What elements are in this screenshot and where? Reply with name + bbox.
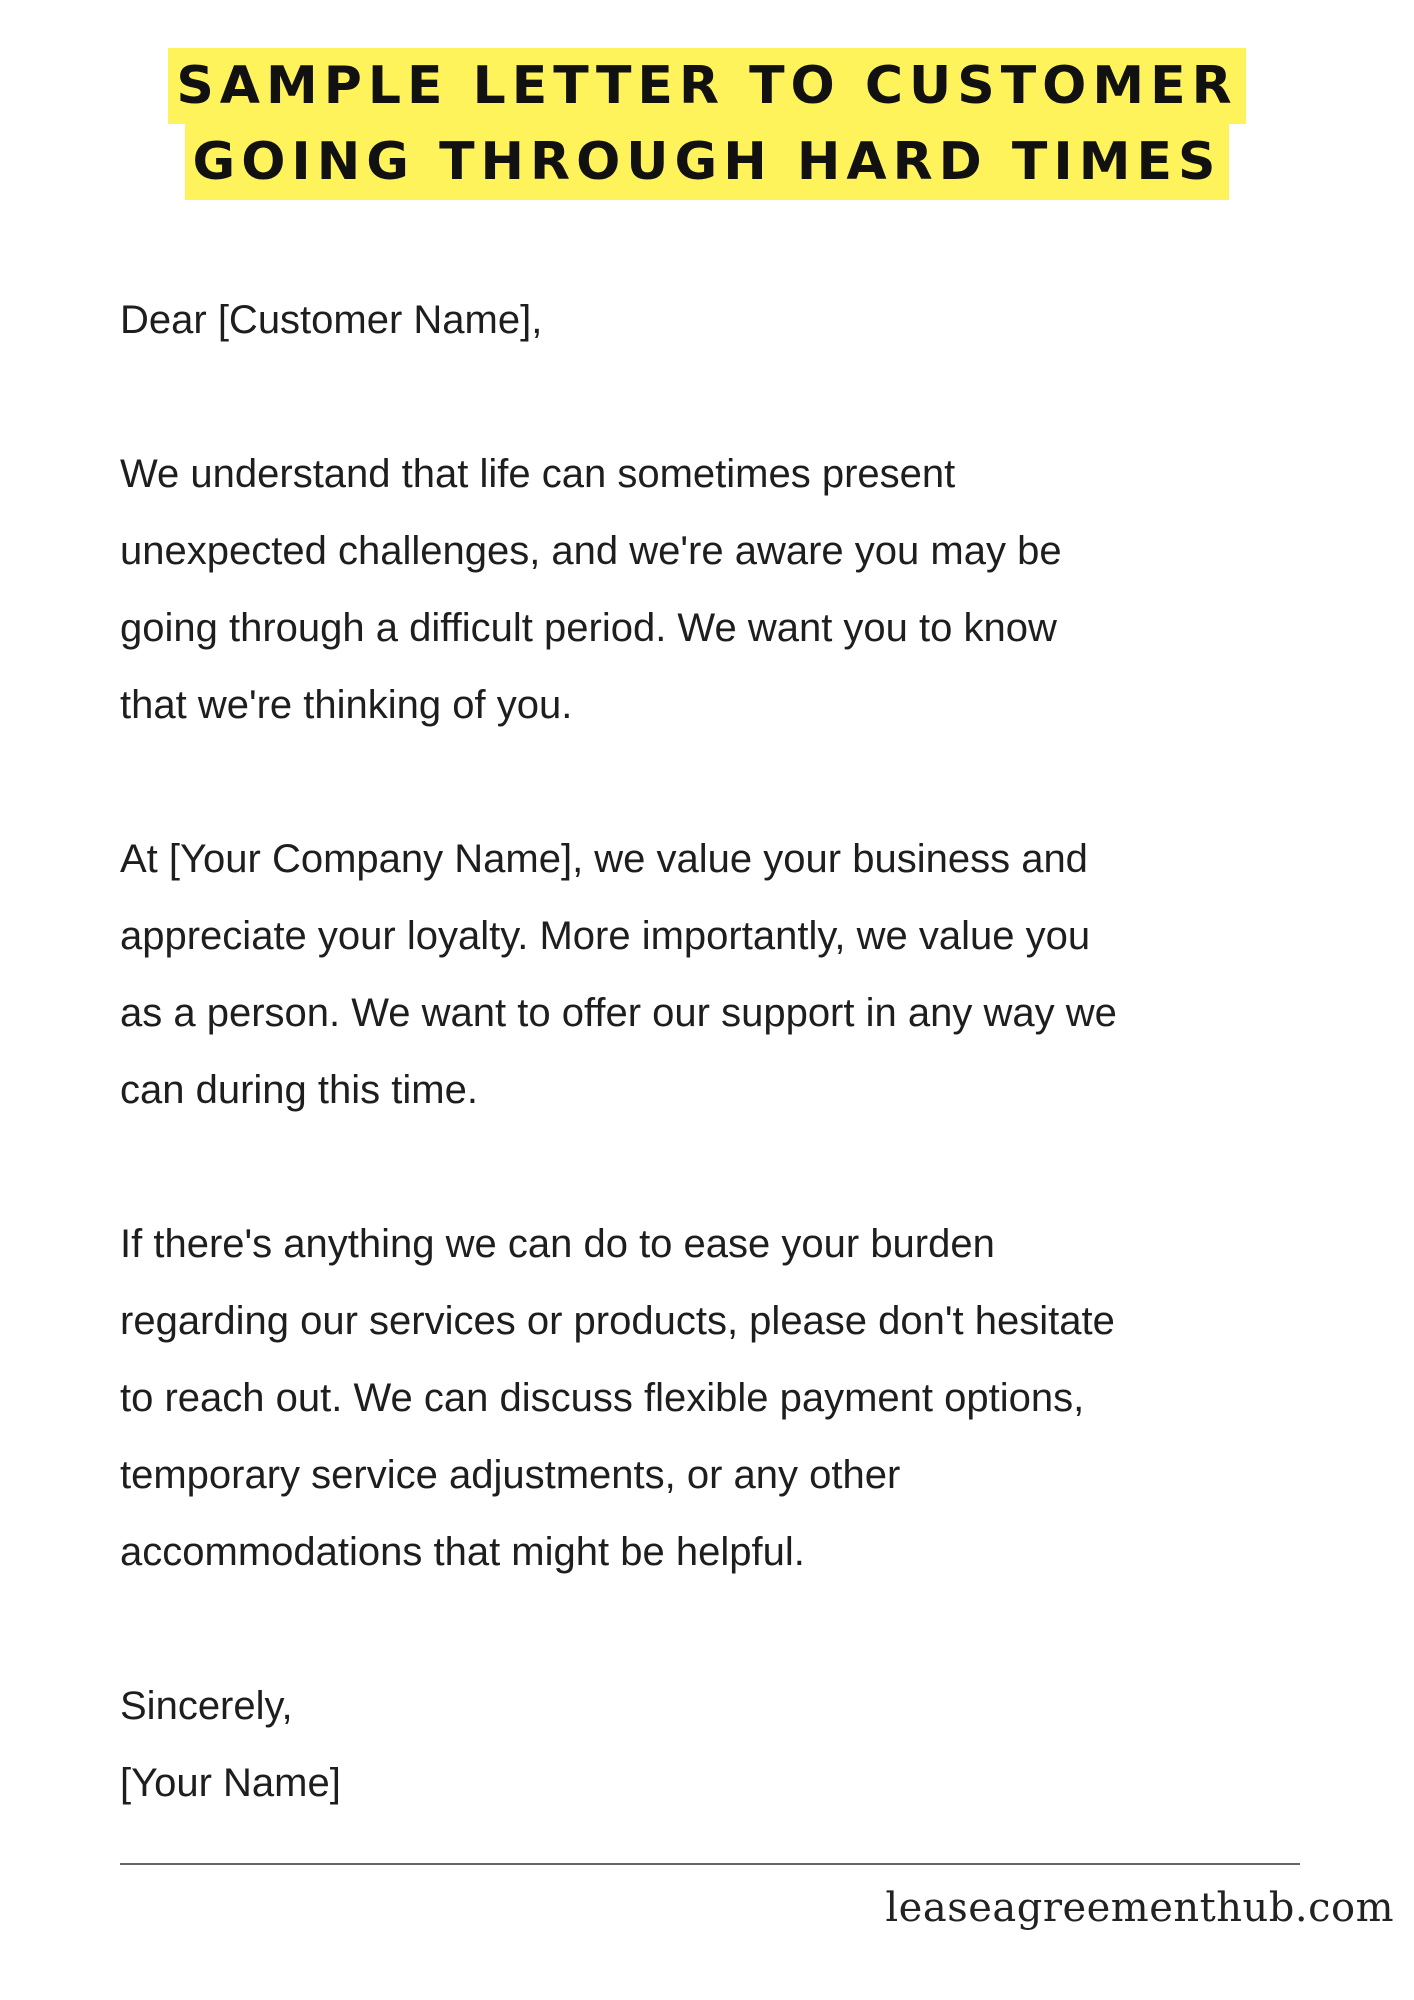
paragraph-2 [120, 821, 1340, 1129]
paragraph-line: appreciate your loyalty. More importantly, we value you [120, 914, 1091, 958]
letter-body [120, 282, 1340, 1822]
paragraph-line: regarding our services or products, please don't hesitate [120, 1299, 1115, 1343]
closing: Sincerely, [120, 1684, 293, 1728]
paragraph-1 [120, 436, 1340, 744]
paragraph-line: temporary service adjustments, or any other [120, 1453, 901, 1497]
title-line-2: GOING THROUGH HARD TIMES [185, 124, 1230, 200]
paragraph-line: going through a difficult period. We want you to know [120, 606, 1057, 650]
paragraph-line: accommodations that might be helpful. [120, 1530, 805, 1574]
paragraph-line: as a person. We want to offer our support in any way we [120, 991, 1117, 1035]
paragraph-line: At [Your Company Name], we value your business and [120, 837, 1088, 881]
brand-footer: leaseagreementhub.com [885, 1885, 1394, 1931]
paragraph-line: We understand that life can sometimes present [120, 452, 956, 496]
document-title [0, 48, 1414, 200]
paragraph-3 [120, 1206, 1340, 1591]
paragraph-line: to reach out. We can discuss flexible payment options, [120, 1376, 1085, 1420]
paragraph-line: unexpected challenges, and we're aware you may be [120, 529, 1062, 573]
signature: [Your Name] [120, 1761, 341, 1805]
footer-divider [120, 1863, 1300, 1865]
paragraph-line: that we're thinking of you. [120, 683, 573, 727]
paragraph-line: If there's anything we can do to ease your burden [120, 1222, 995, 1266]
paragraph-line: can during this time. [120, 1068, 478, 1112]
salutation: Dear [Customer Name], [120, 298, 543, 342]
title-line-1: SAMPLE LETTER TO CUSTOMER [168, 48, 1245, 124]
